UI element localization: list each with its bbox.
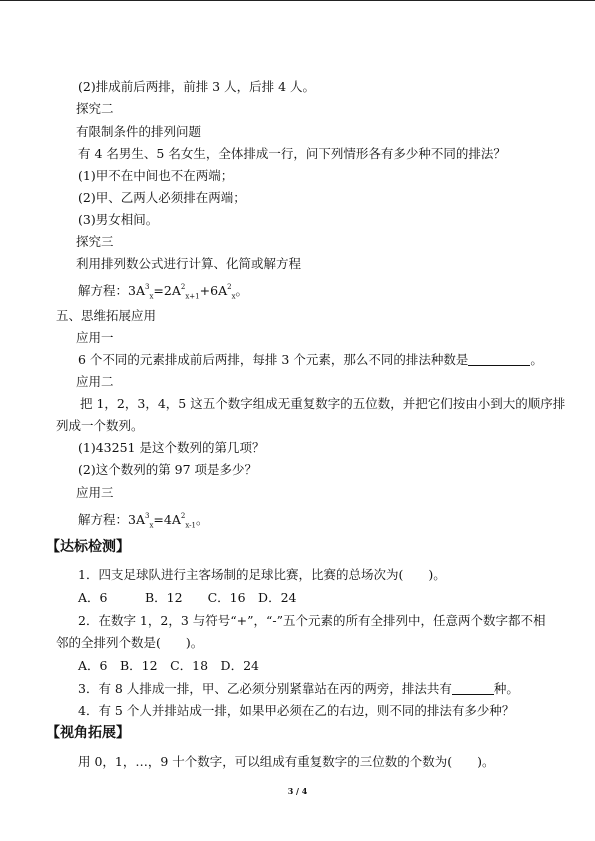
text-segment: 6 个不同的元素排成前后两排，每排 3 个元素，那么不同的排法种数是 — [78, 352, 469, 367]
section-title-shijiao: 【视角拓展】 — [46, 725, 130, 741]
question-4: 4．有 5 个人并排站成一排，如果甲必须在乙的右边，则不同的排法有多少种？ — [78, 703, 515, 718]
subheading-explore-2: 探究二 — [76, 101, 114, 116]
text-line — [78, 352, 543, 368]
text-line: 利用排列数公式进行计算、化简或解方程 — [76, 256, 302, 271]
text-line: 把 1，2，3，4，5 这五个数字组成无重复数字的五位数，并把它们按由小到大的顺序排 — [80, 396, 566, 411]
question-2: 2．在数字 1，2，3 与符号“+”，“-”五个元素的所有全排列中，任意两个数字都不相 — [78, 613, 546, 628]
subheading-explore-3: 探究三 — [76, 234, 114, 249]
equation-formula-image: $3A^3_x=2A^2_{x+1}+6A^2_x$。 — [128, 283, 249, 301]
equation-label: 解方程： — [78, 283, 129, 298]
question-2-cont: 邻的全排列个数是( )。 — [56, 635, 204, 650]
subheading-app-2: 应用二 — [76, 374, 114, 389]
section-heading-five: 五、思维拓展应用 — [56, 308, 157, 323]
equation-line-2 — [78, 508, 209, 534]
equation-line-1 — [78, 279, 248, 305]
text-line: 列成一个数列。 — [56, 418, 144, 433]
question-1: 1．四支足球队进行主客场制的足球比赛，比赛的总场次为( )。 — [78, 567, 446, 582]
page-number: 3 / 4 — [287, 786, 308, 796]
text-segment: 。 — [530, 352, 543, 367]
text-segment: 3．有 8 人排成一排，甲、乙必须分别紧靠站在丙的两旁，排法共有 — [78, 681, 452, 696]
text-line: (3)男女相间。 — [78, 212, 159, 227]
section-title-dabiao: 【达标检测】 — [46, 539, 130, 555]
question-2-options: A．6 B．12 C．18 D．24 — [78, 658, 259, 673]
question-5: 用 0，1，…，9 十个数字，可以组成有重复数字的三位数的个数为( )。 — [78, 754, 495, 769]
question-1-options: A．6 B．12 C．16 D．24 — [78, 590, 297, 605]
header-rule — [0, 0, 595, 1]
text-line: (1)43251 是这个数列的第几项？ — [78, 440, 265, 455]
answer-blank — [468, 353, 530, 366]
subheading-app-1: 应用一 — [76, 330, 114, 345]
subheading-app-3: 应用三 — [76, 485, 114, 500]
text-line: 有 4 名男生、5 名女生，全体排成一行，问下列情形各有多少种不同的排法？ — [78, 146, 506, 161]
text-line: (2)甲、乙两人必须排在两端； — [78, 190, 246, 205]
text-line: 有限制条件的排列问题 — [76, 124, 202, 139]
text-segment: 种。 — [493, 681, 519, 696]
answer-blank — [452, 682, 494, 695]
equation-formula-image: $3A^3_x=4A^2_{x-1}$。 — [128, 512, 209, 530]
text-line: (2)这个数列的第 97 项是多少？ — [78, 462, 258, 477]
text-line: (2)排成前后两排，前排 3 人，后排 4 人。 — [78, 79, 316, 94]
question-3 — [78, 681, 519, 697]
equation-label: 解方程： — [78, 512, 129, 527]
text-line: (1)甲不在中间也不在两端； — [78, 168, 234, 183]
